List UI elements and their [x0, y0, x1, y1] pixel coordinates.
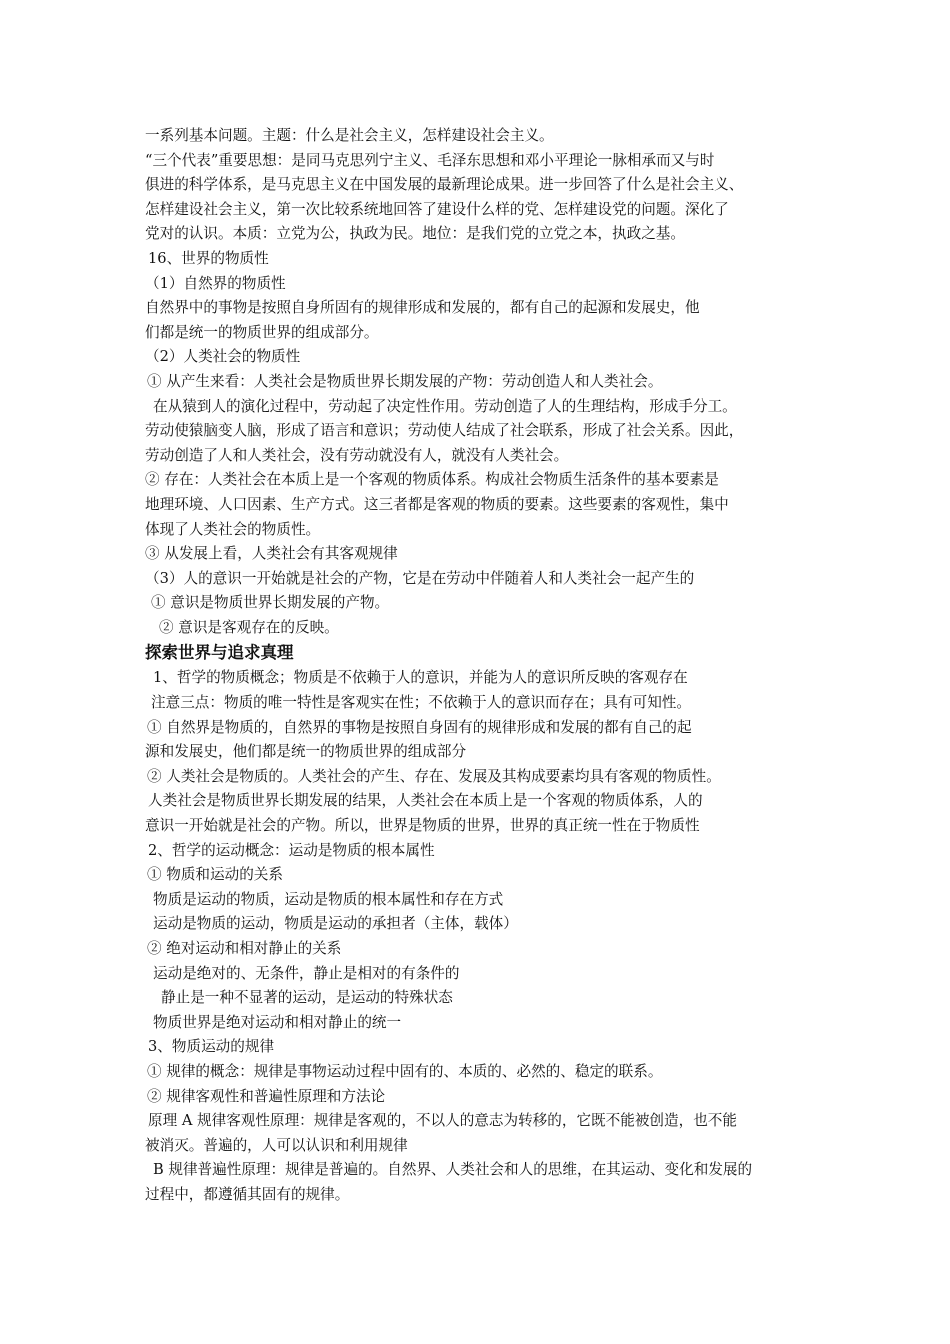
text-line: 俱进的科学体系，是马克思主义在中国发展的最新理论成果。进一步回答了什么是社会主义、	[145, 176, 744, 194]
text-line: 一系列基本问题。主题：什么是社会主义，怎样建设社会主义。	[145, 127, 554, 144]
text-line: 劳动使猿脑变人脑，形成了语言和意识；劳动使人结成了社会联系，形成了社会关系。因此，	[145, 422, 744, 440]
text-line: ② 人类社会是物质的。人类社会的产生、存在、发展及其构成要素均具有客观的物质性。	[147, 767, 721, 785]
text-line: （3）人的意识一开始就是社会的产物，它是在劳动中伴随着人和人类社会一起产生的	[145, 569, 695, 587]
text-line: 物质世界是绝对运动和相对静止的统一	[153, 1013, 402, 1031]
text-line: 1、哲学的物质概念；物质是不依赖于人的意识，并能为人的意识所反映的客观存在	[153, 669, 688, 687]
text-line: 意识一开始就是社会的产物。所以，世界是物质的世界，世界的真正统一性在于物质性	[145, 817, 700, 835]
document-body	[145, 124, 825, 1208]
text-line: 劳动创造了人和人类社会，没有劳动就没有人，就没有人类社会。	[145, 446, 569, 464]
text-line: ③ 从发展上看，人类社会有其客观规律	[145, 545, 398, 563]
text-line: 地理环境、人口因素、生产方式。这三者都是客观的物质的要素。这些要素的客观性，集中	[145, 495, 729, 513]
text-line: 源和发展史，他们都是统一的物质世界的组成部分	[145, 743, 467, 761]
text-line: ① 自然界是物质的，自然界的事物是按照自身固有的规律形成和发展的都有自己的起	[147, 718, 692, 736]
text-line: 被消灭。普遍的，人可以认识和利用规律	[145, 1136, 408, 1154]
text-line: ② 绝对运动和相对静止的关系	[147, 940, 342, 957]
text-line: ② 规律客观性和普遍性原理和方法论	[147, 1087, 386, 1105]
text-line: ① 从产生来看：人类社会是物质世界长期发展的产物：劳动创造人和人类社会。	[147, 372, 663, 390]
section-heading: 探索世界与追求真理	[145, 643, 294, 663]
text-line: 3、物质运动的规律	[148, 1038, 275, 1056]
text-line: 运动是物质的运动，物质是运动的承担者（主体，载体）	[153, 915, 518, 933]
text-line: （2）人类社会的物质性	[145, 348, 301, 366]
text-line: （1）自然界的物质性	[145, 274, 286, 292]
text-line: 人类社会是物质世界长期发展的结果，人类社会在本质上是一个客观的物质体系，人的	[148, 792, 703, 810]
text-line: 在从猿到人的演化过程中，劳动起了决定性作用。劳动创造了人的生理结构，形成手分工。	[153, 397, 737, 415]
text-line: 注意三点：物质的唯一特性是客观实在性；不依赖于人的意识而存在；具有可知性。	[151, 694, 691, 712]
text-line: B 规律普遍性原理：规律是普遍的。自然界、人类社会和人的思维，在其运动、变化和发展的	[153, 1161, 753, 1179]
text-line: ① 意识是物质世界长期发展的产物。	[151, 594, 390, 612]
text-line: 怎样建设社会主义，第一次比较系统地回答了建设什么样的党、怎样建设党的问题。深化了	[145, 200, 729, 218]
text-line: 们都是统一的物质世界的组成部分。	[145, 323, 379, 341]
text-line: 静止是一种不显著的运动，是运动的特殊状态	[161, 989, 453, 1007]
text-line: 物质是运动的物质，运动是物质的根本属性和存在方式	[153, 890, 504, 908]
text-line: 运动是绝对的、无条件，静止是相对的有条件的	[153, 964, 460, 982]
text-line: 过程中，都遵循其固有的规律。	[145, 1185, 350, 1203]
text-line: 16、世界的物质性	[148, 249, 269, 267]
text-line: ② 存在：人类社会在本质上是一个客观的物质体系。构成社会物质生活条件的基本要素是	[145, 471, 719, 489]
text-line: 党对的认识。本质：立党为公，执政为民。地位：是我们党的立党之本，执政之基。	[145, 225, 685, 243]
text-line: 自然界中的事物是按照自身所固有的规律形成和发展的，都有自己的起源和发展史，他	[145, 299, 700, 317]
text-line: 原理 A 规律客观性原理：规律是客观的，不以人的意志为转移的，它既不能被创造，也不能	[148, 1112, 737, 1130]
text-line: “三个代表”重要思想：是同马克思列宁主义、毛泽东思想和邓小平理论一脉相承而又与时	[145, 151, 715, 169]
text-line: 2、哲学的运动概念：运动是物质的根本属性	[148, 841, 435, 859]
text-line: 体现了人类社会的物质性。	[145, 520, 321, 538]
text-line: ① 物质和运动的关系	[147, 866, 283, 884]
text-line: ② 意识是客观存在的反映。	[159, 618, 339, 636]
text-line: ① 规律的概念：规律是事物运动过程中固有的、本质的、必然的、稳定的联系。	[147, 1062, 663, 1080]
